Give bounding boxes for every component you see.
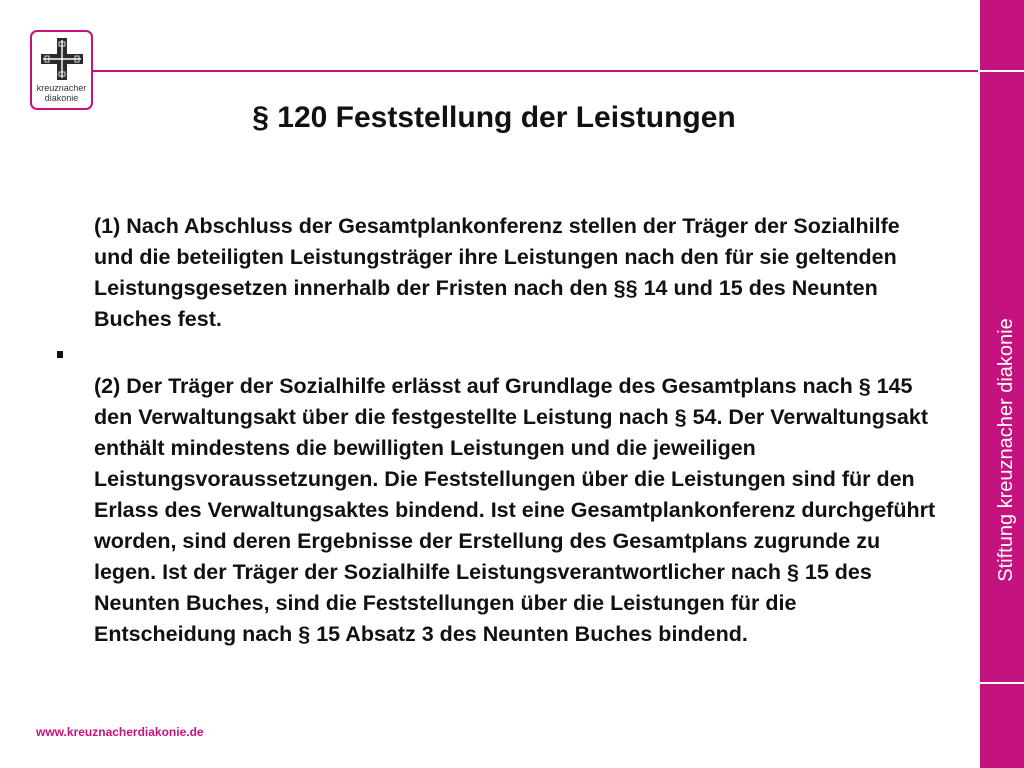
side-bar-divider-top [980,70,1024,72]
bullet-marker [57,351,63,358]
logo-text-diakonie: diakonie [44,93,79,103]
side-bar-label: Stiftung kreuznacher diakonie [995,318,1017,582]
slide-title: § 120 Feststellung der Leistungen [252,101,736,134]
side-bar-divider-bottom [980,682,1024,684]
cross-icon [40,37,84,81]
logo-text-kreuznacher: kreuznacher [36,83,87,93]
header-divider [93,70,978,72]
paragraph-1: (1) Nach Abschluss der Gesamtplankonferenz stellen der Träger der Sozialhilfe und die beteiligten Leistungsträger ihre Leistungen nach den für sie geltenden Leistungsgesetzen innerhalb der Fristen nach den §§ 14 und 15 des Neunten Buches fest. [94,214,900,331]
website-link[interactable]: www.kreuznacherdiakonie.de [36,725,204,739]
kreuznacher-diakonie-logo [30,30,93,110]
paragraph-2: (2) Der Träger der Sozialhilfe erlässt auf Grundlage des Gesamtplans nach § 145 den Verwaltungsakt über die festgestellte Leistung nach § 54. Der Verwaltungsakt enthält mindestens die bewilligten Leistungen und die jeweiligen Leistungsvoraussetzungen. Die Feststellungen über die Leistungen sind für den Erlass des Verwaltungsaktes bindend. Ist eine Gesamtplankonferenz durchgeführt worden, sind deren Ergebnisse der Erstellung des Gesamtplans zugrunde zu legen. Ist der Träger der Sozialhilfe Leistungsverantwortlicher nach § 15 des Neunten Buches, sind die Feststellungen über die Leistungen für die Entscheidung nach § 15 Absatz 3 des Neunten Buches bindend. [94,374,936,646]
